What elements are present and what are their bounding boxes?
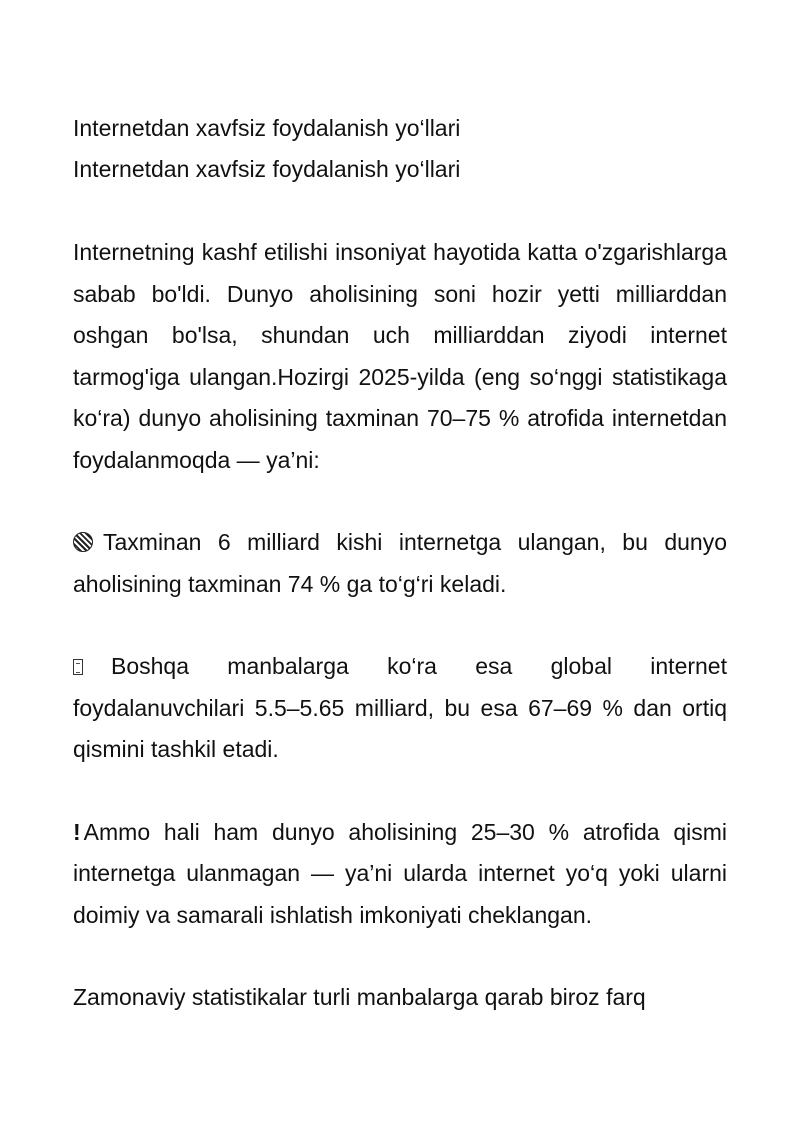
paragraph-statistics [73,977,727,1019]
paragraph-intro [73,232,727,481]
exclamation-icon: ! [73,818,81,845]
globe-icon [73,532,93,552]
document-title-line-2: Internetdan xavfsiz foydalanish yo‘llari [73,156,461,182]
document-page [73,108,727,1019]
paragraph-statistics-text: Zamonaviy statistikalar turli manbalarga qarab biroz farq [73,984,646,1010]
paragraph-unconnected-text: Ammo hali ham dunyo aholisining 25–30 % atrofida qismi internetga ulanmagan — ya’ni ularda internet yo‘q yoki ularni doimiy va samarali ishlatish imkoniyati cheklangan. [73,818,727,928]
paragraph-users-count-text: Taxminan 6 milliard kishi internetga ulangan, bu dunyo aholisining taxminan 74 % ga to‘g‘ri keladi. [73,529,727,597]
missing-glyph-icon [73,659,83,675]
paragraph-unconnected [73,812,727,937]
paragraph-users-count [73,522,727,605]
paragraph-other-sources-text: Boshqa manbalarga ko‘ra esa global internet foydalanuvchilari 5.5–5.65 milliard, bu esa 67–69 % dan ortiq qismini tashkil etadi. [73,653,727,762]
document-title-line-1: Internetdan xavfsiz foydalanish yo‘llari [73,115,461,141]
paragraph-intro-text: Internetning kashf etilishi insoniyat hayotida katta o'zgarishlarga sabab bo'ldi. Dunyo aholisining soni hozir yetti milliarddan oshgan bo'lsa, shundan uch milliarddan ziyodi internet tarmog'iga ulangan.Hozirgi 2025-yilda (eng so‘nggi statistikaga ko‘ra) dunyo aholisining taxminan 70–75 % atrofida internetdan foydalanmoqda — ya’ni: [73,239,727,473]
paragraph-other-sources [73,646,727,771]
